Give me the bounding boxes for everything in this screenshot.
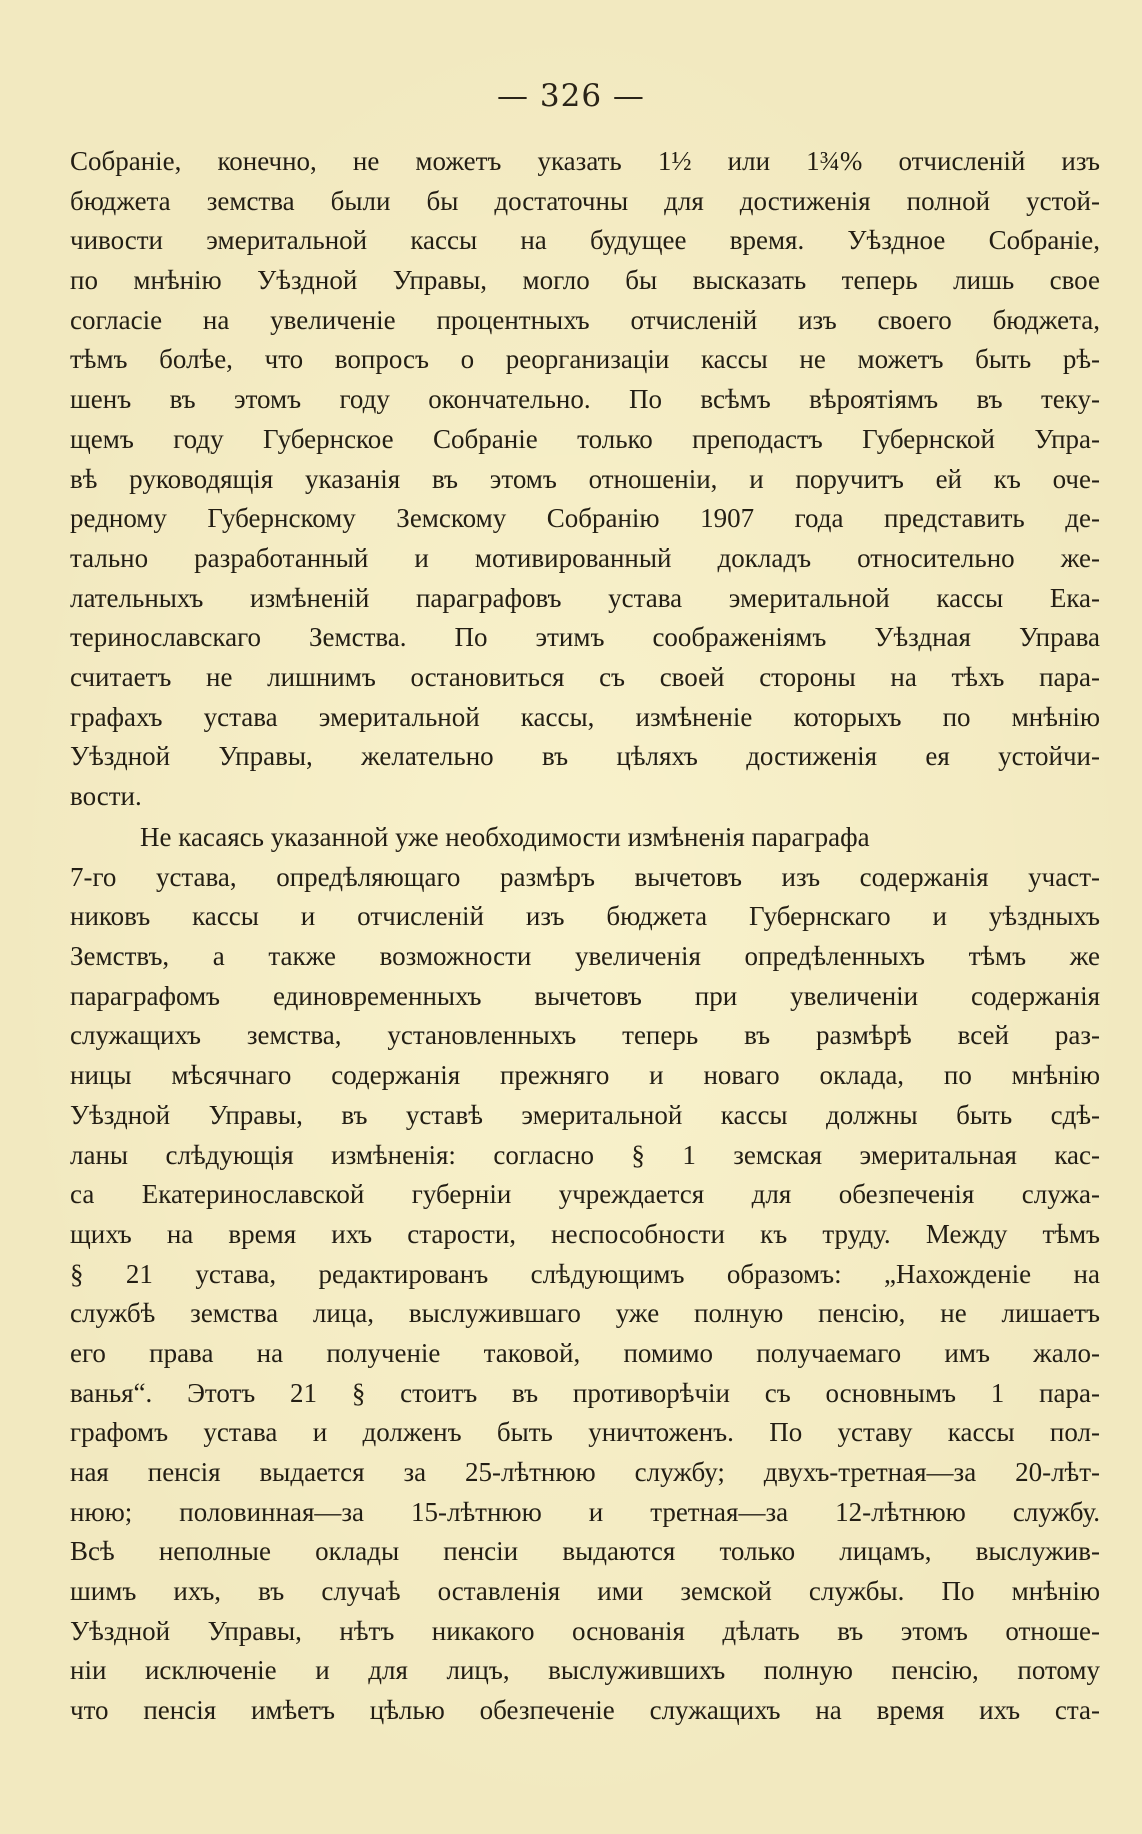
text-line: служащихъ земства, установленныхъ теперь въ размѣрѣ всей раз-: [70, 1020, 1100, 1051]
text-line: Уѣздной Управы, нѣтъ никакого основанія дѣлать въ этомъ отноше-: [70, 1615, 1100, 1646]
text-line: теринославскаго Земства. По этимъ соображеніямъ Уѣздная Управа: [70, 622, 1100, 653]
text-line: согласіе на увеличеніе процентныхъ отчисленій изъ своего бюджета,: [70, 304, 1100, 335]
text-line: тѣмъ болѣе, что вопросъ о реорганизаціи кассы не можетъ быть рѣ-: [70, 344, 1100, 375]
page-number: — 326 —: [497, 78, 645, 114]
text-line: считаетъ не лишнимъ остановиться съ своей стороны на тѣхъ пара-: [70, 661, 1100, 692]
text-line: Уѣздной Управы, желательно въ цѣляхъ достиженія ея устойчи-: [70, 741, 1100, 772]
text-line: Всѣ неполные оклады пенсіи выдаются только лицамъ, выслужив-: [70, 1536, 1100, 1567]
text-line: ланы слѣдующія измѣненія: согласно § 1 земская эмеритальная кас-: [70, 1139, 1100, 1170]
text-line: Уѣздной Управы, въ уставѣ эмеритальной кассы должны быть сдѣ-: [70, 1099, 1100, 1130]
text-line: Земствъ, а также возможности увеличенія опредѣленныхъ тѣмъ же: [70, 941, 1100, 972]
text-line: графахъ устава эмеритальной кассы, измѣненіе которыхъ по мнѣнію: [70, 701, 1100, 732]
text-line: вости.: [70, 781, 142, 811]
text-line: Не касаясь указанной уже необходимости измѣненія параграфа: [140, 822, 870, 852]
text-line: никовъ кассы и отчисленій изъ бюджета Губернскаго и уѣздныхъ: [70, 901, 1100, 932]
text-line: что пенсія имѣетъ цѣлью обезпеченіе служащихъ на время ихъ ста-: [70, 1695, 1100, 1726]
text-line: по мнѣнію Уѣздной Управы, могло бы высказать теперь лишь свое: [70, 265, 1100, 296]
text-line: чивости эмеритальной кассы на будущее время. Уѣздное Собраніе,: [70, 225, 1100, 256]
text-line: нюю; половинная—за 15-лѣтнюю и третная—за 12-лѣтнюю службу.: [70, 1496, 1100, 1527]
text-line: ницы мѣсячнаго содержанія прежняго и новаго оклада, по мнѣнію: [70, 1060, 1100, 1091]
paragraph-2: [70, 818, 1100, 1731]
text-line: щемъ году Губернское Собраніе только преподастъ Губернской Упра-: [70, 423, 1100, 454]
text-line: лательныхъ измѣненій параграфовъ устава эмеритальной кассы Ека-: [70, 582, 1100, 613]
text-line: параграфомъ единовременныхъ вычетовъ при увеличеніи содержанія: [70, 980, 1100, 1011]
text-line: бюджета земства были бы достаточны для достиженія полной устой-: [70, 185, 1100, 216]
text-line: ванья“. Этотъ 21 § стоитъ въ противорѣчіи съ основнымъ 1 пара-: [70, 1377, 1100, 1408]
text-line: Собраніе, конечно, не можетъ указать 1½ или 1¾% отчисленій изъ: [70, 146, 1100, 176]
text-line: са Екатеринославской губерніи учреждается для обезпеченія служа-: [70, 1179, 1100, 1210]
text-line: щихъ на время ихъ старости, неспособности къ труду. Между тѣмъ: [70, 1218, 1100, 1249]
text-line: тально разработанный и мотивированный докладъ относительно же-: [70, 542, 1100, 573]
text-line: его права на полученіе таковой, помимо получаемаго имъ жало-: [70, 1337, 1100, 1368]
text-line: § 21 устава, редактированъ слѣдующимъ образомъ: „Нахожденіе на: [70, 1258, 1100, 1289]
text-line: редному Губернскому Земскому Собранію 1907 года представить де-: [70, 503, 1100, 534]
text-line: шенъ въ этомъ году окончательно. По всѣмъ вѣроятіямъ въ теку-: [70, 384, 1100, 415]
text-line: вѣ руководящія указанія въ этомъ отношеніи, и поручитъ ей къ оче-: [70, 463, 1100, 494]
text-line: ная пенсія выдается за 25-лѣтнюю службу; двухъ-третная—за 20-лѣт-: [70, 1457, 1100, 1487]
text-line: службѣ земства лица, выслужившаго уже полную пенсію, не лишаетъ: [70, 1298, 1100, 1329]
text-line: ніи исключеніе и для лицъ, выслужившихъ полную пенсію, потому: [70, 1655, 1100, 1686]
paragraph-1: [70, 142, 1100, 817]
text-line: графомъ устава и долженъ быть уничтоженъ. По уставу кассы пол-: [70, 1417, 1100, 1448]
text-line: шимъ ихъ, въ случаѣ оставленія ими земской службы. По мнѣнію: [70, 1576, 1100, 1607]
text-line: 7-го устава, опредѣляющаго размѣръ вычетовъ изъ содержанія участ-: [70, 861, 1100, 892]
